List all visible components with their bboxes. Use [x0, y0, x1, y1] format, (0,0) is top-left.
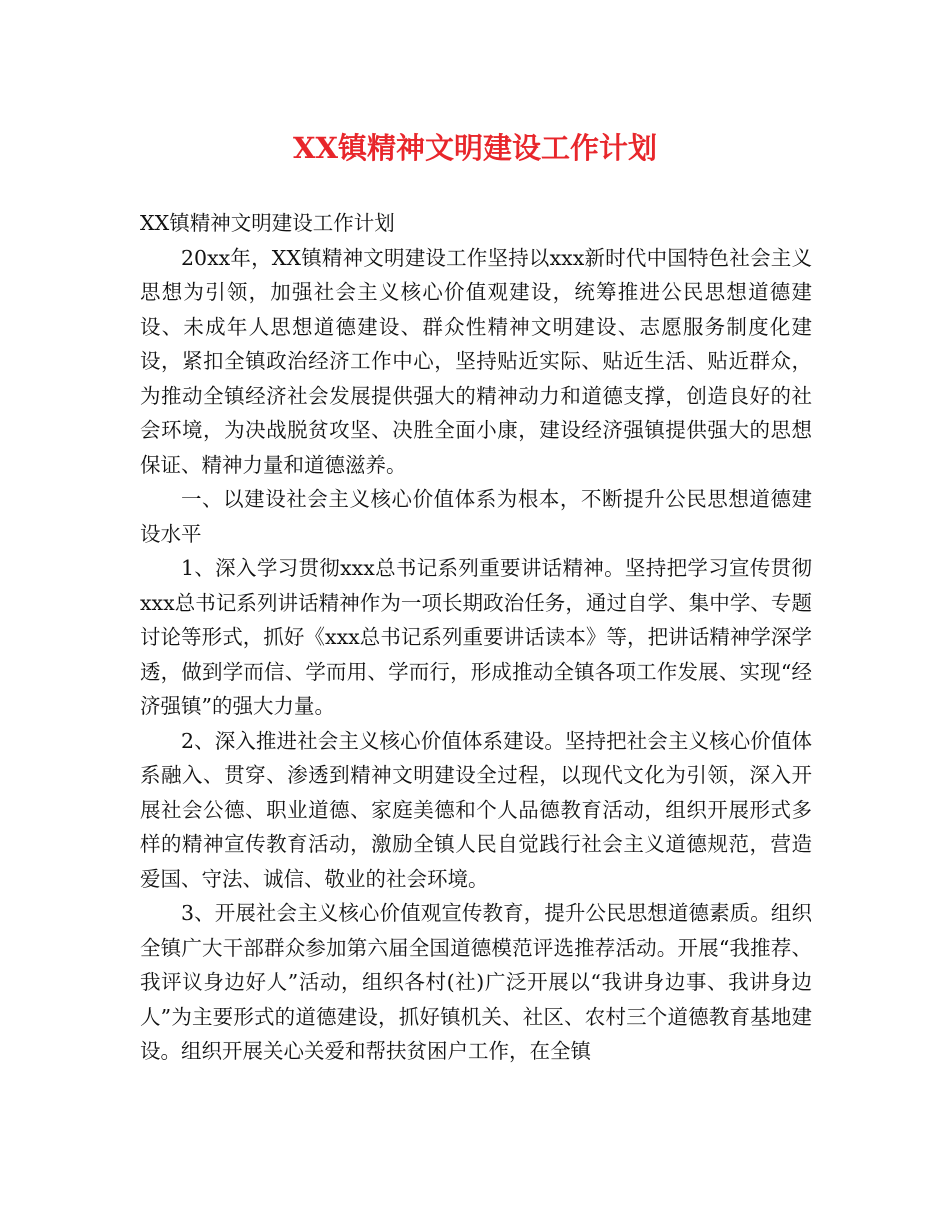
document-body — [140, 206, 812, 1069]
paragraph-intro: 20xx年，XX镇精神文明建设工作坚持以xxx新时代中国特色社会主义思想为引领，加强社会主义核心价值观建设，统筹推进公民思想道德建设、未成年人思想道德建设、群众性精神文明建设、志愿服务制度化建设，紧扣全镇政治经济工作中心，坚持贴近实际、贴近生活、贴近群众，为推动全镇经济社会发展提供强大的精神动力和道德支撑，创造良好的社会环境，为决战脱贫攻坚、决胜全面小康，建设经济强镇提供强大的思想保证、精神力量和道德滋养。 — [140, 245, 812, 477]
paragraph-item-2: 2、深入推进社会主义核心价值体系建设。坚持把社会主义核心价值体系融入、贯穿、渗透到精神文明建设全过程，以现代文化为引领，深入开展社会公德、职业道德、家庭美德和个人品德教育活动，组织开展形式多样的精神宣传教育活动，激励全镇人民自觉践行社会主义道德规范，营造爱国、守法、诚信、敬业的社会环境。 — [140, 728, 812, 891]
section-heading-1: 一、以建设社会主义核心价值体系为根本，不断提升公民思想道德建设水平 — [140, 487, 812, 546]
document-title: XX镇精神文明建设工作计划 — [292, 131, 657, 165]
document-subtitle: XX镇精神文明建设工作计划 — [140, 211, 395, 235]
paragraph-item-1: 1、深入学习贯彻xxx总书记系列重要讲话精神。坚持把学习宣传贯彻xxx总书记系列讲话精神作为一项长期政治任务，通过自学、集中学、专题讨论等形式，抓好《xxx总书记系列重要讲话读本》等，把讲话精神学深学透，做到学而信、学而用、学而行，形成推动全镇各项工作发展、实现“经济强镇”的强大力量。 — [140, 556, 812, 718]
paragraph-item-3: 3、开展社会主义核心价值观宣传教育，提升公民思想道德素质。组织全镇广大干部群众参加第六届全国道德模范评选推荐活动。开展“我推荐、我评议身边好人”活动，组织各村(社)广泛开展以“我讲身边事、我讲身边人”为主要形式的道德建设，抓好镇机关、社区、农村三个道德教育基地建设。组织开展关心关爱和帮扶贫困户工作，在全镇 — [140, 901, 812, 1063]
